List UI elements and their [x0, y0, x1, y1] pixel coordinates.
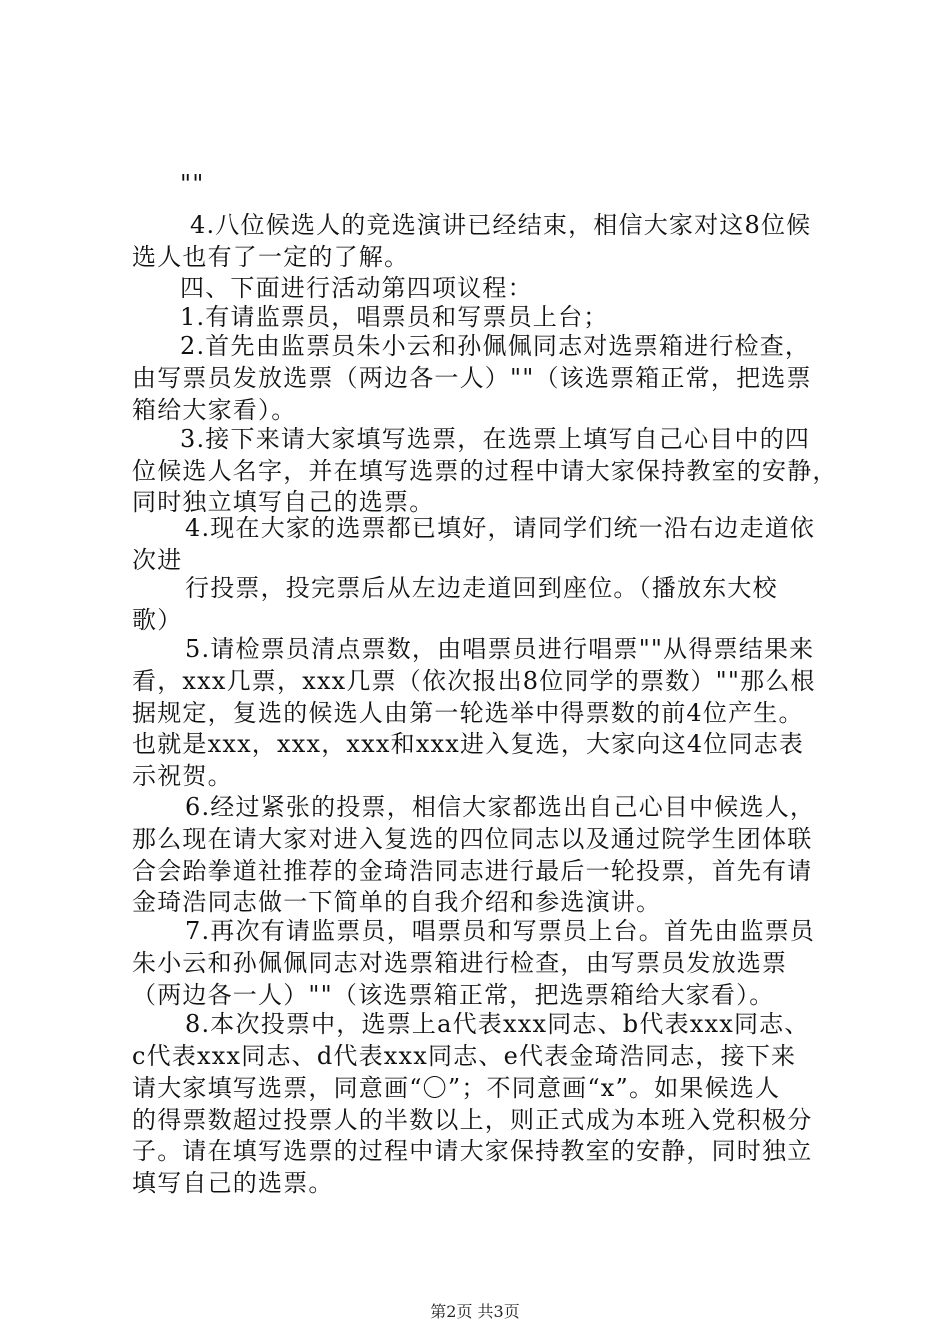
- body-line: 看，xxx几票，xxx几票（依次报出8位同学的票数）""那么根: [132, 667, 816, 695]
- body-line: 同时独立填写自己的选票。: [132, 488, 435, 516]
- body-line: 1.有请监票员，唱票员和写票员上台；: [180, 303, 609, 331]
- body-line: 2.首先由监票员朱小云和孙佩佩同志对选票箱进行检查，: [180, 332, 811, 360]
- body-line: 箱给大家看）。: [132, 396, 297, 424]
- body-line: 4.八位候选人的竞选演讲已经结束，相信大家对这8位候: [190, 211, 812, 239]
- body-line: 3.接下来请大家填写选票，在选票上填写自己心目中的四: [180, 425, 811, 453]
- body-line: 的得票数超过投票人的半数以上，则正式成为本班入党积极分: [132, 1106, 813, 1134]
- body-line: （两边各一人）""（该选票箱正常，把选票箱给大家看）。: [132, 981, 775, 1009]
- body-line: 5.请检票员清点票数，由唱票员进行唱票""从得票结果来: [185, 635, 815, 663]
- body-line: 8.本次投票中，选票上a代表xxx同志、b代表xxx同志、: [185, 1010, 810, 1038]
- body-line: 请大家填写选票，同意画“〇”；不同意画“x”。如果候选人: [132, 1074, 781, 1102]
- body-line: 7.再次有请监票员，唱票员和写票员上台。首先由监票员: [185, 917, 816, 945]
- body-line: 也就是xxx，xxx，xxx和xxx进入复选，大家向这4位同志表: [132, 730, 805, 758]
- body-line: "": [180, 170, 205, 198]
- body-line: 选人也有了一定的了解。: [132, 243, 410, 271]
- body-line: 合会跆拳道社推荐的金琦浩同志进行最后一轮投票，首先有请: [132, 857, 813, 885]
- body-line: 示祝贺。: [132, 762, 233, 790]
- body-line: 次进: [132, 546, 183, 574]
- body-line: 据规定，复选的候选人由第一轮选举中得票数的前4位产生。: [132, 699, 804, 727]
- body-line: 4.现在大家的选票都已填好，请同学们统一沿右边走道依: [185, 514, 816, 542]
- body-line: 子。请在填写选票的过程中请大家保持教室的安静，同时独立: [132, 1137, 813, 1165]
- body-line: 金琦浩同志做一下简单的自我介绍和参选演讲。: [132, 888, 662, 916]
- body-line: 四、下面进行活动第四项议程：: [180, 274, 533, 302]
- body-line: 行投票，投完票后从左边走道回到座位。（播放东大校: [185, 574, 778, 602]
- body-line: 歌）: [132, 606, 183, 634]
- body-line: 由写票员发放选票（两边各一人）""（该选票箱正常，把选票: [132, 364, 812, 392]
- page-footer: 第2页 共3页: [430, 1302, 520, 1321]
- body-line: 填写自己的选票。: [132, 1169, 334, 1197]
- body-line: 那么现在请大家对进入复选的四位同志以及通过院学生团体联: [132, 825, 813, 853]
- body-line: 朱小云和孙佩佩同志对选票箱进行检查，由写票员发放选票: [132, 949, 788, 977]
- body-line: 位候选人名字，并在填写选票的过程中请大家保持教室的安静，: [132, 457, 838, 485]
- body-line: c代表xxx同志、d代表xxx同志、e代表金琦浩同志，接下来: [132, 1042, 797, 1070]
- body-line: 6.经过紧张的投票，相信大家都选出自己心目中候选人，: [185, 793, 816, 821]
